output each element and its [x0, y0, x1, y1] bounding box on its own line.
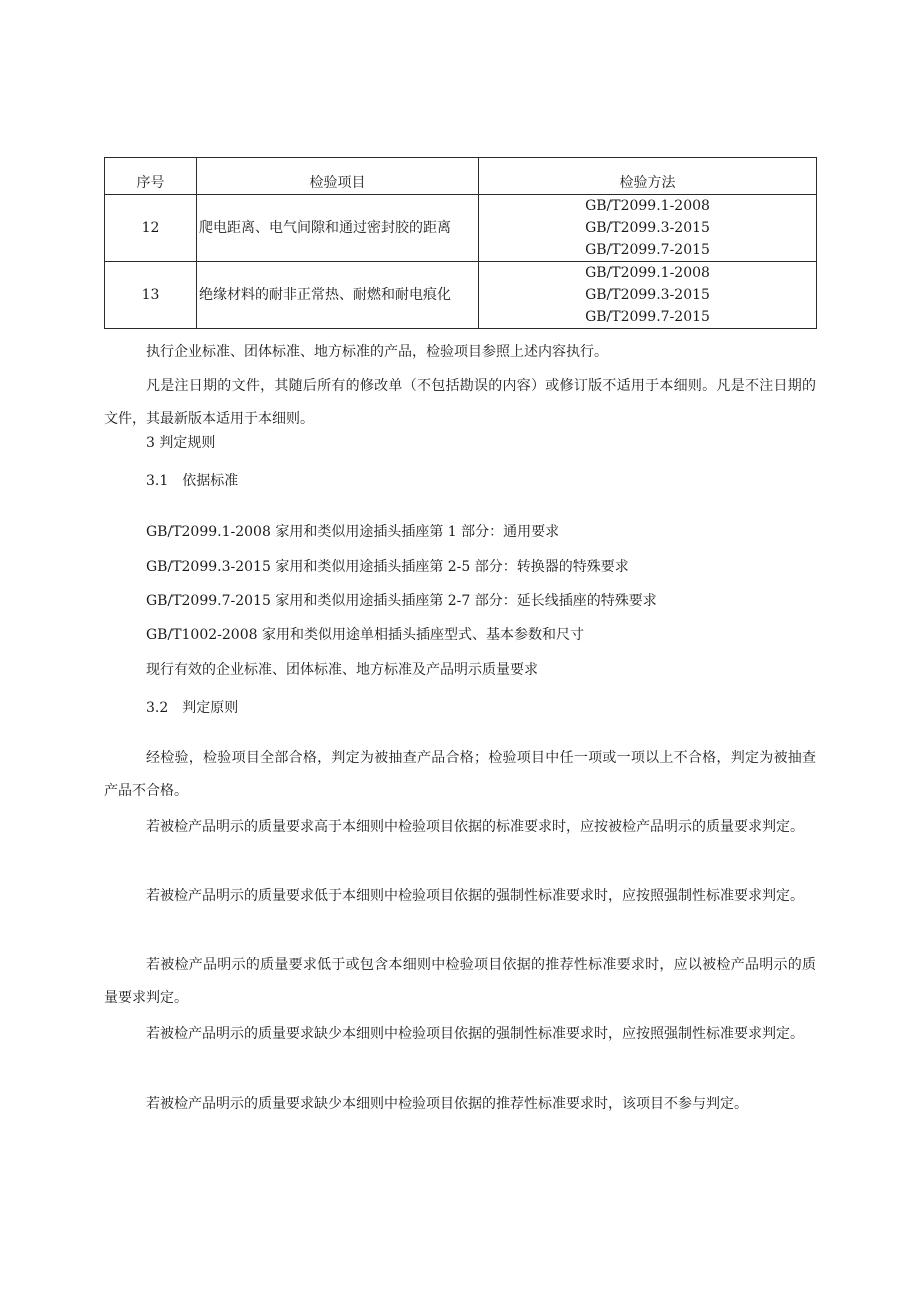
method-line: GB/T2099.1-2008: [585, 265, 710, 281]
table-row: [105, 195, 817, 262]
standard-item: GB/T2099.3-2015 家用和类似用途插头插座第 2-5 部分：转换器的特殊要求: [146, 559, 629, 575]
row-item: 绝缘材料的耐非正常热、耐燃和耐电痕化: [197, 262, 479, 329]
method-line: GB/T2099.3-2015: [585, 220, 710, 236]
principle-paragraph: 若被检产品明示的质量要求缺少本细则中检验项目依据的推荐性标准要求时，该项目不参与判定。: [146, 1096, 748, 1112]
method-line: GB/T2099.7-2015: [585, 309, 710, 325]
row-methods: [479, 262, 817, 329]
method-line: GB/T2099.1-2008: [585, 198, 710, 214]
row-no: 12: [105, 195, 197, 262]
row-no: 13: [105, 262, 197, 329]
header-method: 检验方法: [479, 158, 817, 195]
inspection-table: [104, 157, 817, 329]
standard-item: GB/T2099.1-2008 家用和类似用途插头插座第 1 部分：通用要求: [146, 524, 560, 540]
subsection-heading: 3.2 判定原则: [146, 700, 239, 716]
principle-paragraph: 若被检产品明示的质量要求缺少本细则中检验项目依据的强制性标准要求时，应按照强制性标准要求判定。: [146, 1026, 804, 1042]
section-heading: 3 判定规则: [146, 435, 216, 451]
standard-item: GB/T1002-2008 家用和类似用途单相插头插座型式、基本参数和尺寸: [146, 627, 584, 643]
subsection-heading: 3.1 依据标准: [146, 473, 239, 489]
principle-paragraph: 若被检产品明示的质量要求高于本细则中检验项目依据的标准要求时，应按被检产品明示的质量要求判定。: [146, 819, 804, 835]
method-line: GB/T2099.3-2015: [585, 287, 710, 303]
header-no: 序号: [105, 158, 197, 195]
principle-paragraph: 若被检产品明示的质量要求低于或包含本细则中检验项目依据的推荐性标准要求时，应以被检产品明示的质量要求判定。: [104, 957, 816, 1006]
standard-item: 现行有效的企业标准、团体标准、地方标准及产品明示质量要求: [146, 662, 538, 678]
note-paragraph: 执行企业标准、团体标准、地方标准的产品，检验项目参照上述内容执行。: [146, 344, 608, 360]
note-paragraph: 凡是注日期的文件，其随后所有的修改单（不包括勘误的内容）或修订版不适用于本细则。凡是不注日期的文件，其最新版本适用于本细则。: [104, 378, 816, 427]
row-methods: [479, 195, 817, 262]
method-line: GB/T2099.7-2015: [585, 242, 710, 258]
standard-item: GB/T2099.7-2015 家用和类似用途插头插座第 2-7 部分：延长线插座的特殊要求: [146, 593, 657, 609]
table-row: [105, 262, 817, 329]
header-item: 检验项目: [197, 158, 479, 195]
row-item: 爬电距离、电气间隙和通过密封胶的距离: [197, 195, 479, 262]
principle-paragraph: 经检验，检验项目全部合格，判定为被抽查产品合格；检验项目中任一项或一项以上不合格，判定为被抽查产品不合格。: [104, 750, 816, 799]
table-header-row: [105, 158, 817, 195]
principle-paragraph: 若被检产品明示的质量要求低于本细则中检验项目依据的强制性标准要求时，应按照强制性标准要求判定。: [146, 888, 804, 904]
